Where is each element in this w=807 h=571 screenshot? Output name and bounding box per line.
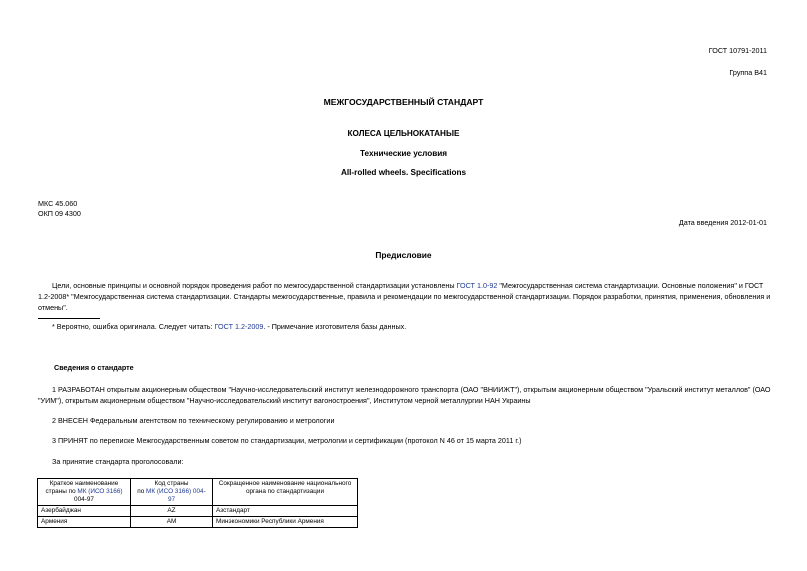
table-row [38, 517, 358, 528]
document-code: ГОСТ 10791-2011 [708, 46, 767, 55]
body-cell: Минэкономики Республики Армения [213, 517, 358, 528]
mk-iso-3166-004-97-link[interactable]: МК (ИСО 3166) 004-97 [146, 488, 206, 503]
foreword-paragraph [38, 280, 771, 313]
foreword-text-start: Цели, основные принципы и основной порядок проведения работ по межгосударственной стандартизации установлены [52, 281, 457, 290]
column-header-body-line1: Сокращенное наименование национального [218, 480, 352, 487]
footnote [38, 321, 771, 332]
about-item-3: 3 ПРИНЯТ по переписке Межгосударственным советом по стандартизации, метрологии и сертификации (протокол N 46 от 15 марта 2011 г.) [52, 436, 522, 445]
okp-code: ОКП 09 4300 [38, 209, 81, 218]
column-header-code [131, 479, 213, 506]
column-header-country [38, 479, 131, 506]
country-cell: Армения [38, 517, 131, 528]
about-item-2: 2 ВНЕСЕН Федеральным агентством по техническому регулированию и метрологии [52, 416, 335, 425]
footnote-text-start: * Вероятно, ошибка оригинала. Следует читать: [52, 322, 215, 331]
code-cell: AZ [131, 506, 213, 517]
group-code: Группа В41 [729, 68, 767, 77]
standard-subtitle-ru: Технические условия [359, 149, 448, 158]
table-header-row [38, 479, 358, 506]
column-header-code-line1: Код страны [154, 480, 189, 487]
about-item-1: 1 РАЗРАБОТАН открытым акционерным обществом "Научно-исследовательский институт железнодорожного транспорта (ОАО "ВНИИЖТ"), открытым акционерным обществом "Уральский институт металлов" (ОАО "УИМ"), открытым акционерным обществом "Научно-исследовательский институт вагоностроения", Институтом черной металлургии НАН Украины [38, 385, 771, 405]
standard-name-ru: КОЛЕСА ЦЕЛЬНОКАТАНЫЕ [347, 129, 460, 138]
table-row [38, 506, 358, 517]
foreword-text-end: "Межгосударственная система стандартизации. Основные положения" и ГОСТ 1.2-2008* "Межгосударственная система стандартизации. Стандарты межгосударственные, правила и рекомендации по межгосударственной стандартизации. Порядок разработки, принятия, применения, обновления и отмены". [38, 281, 771, 312]
voted-label: За принятие стандарта проголосовали: [52, 457, 184, 466]
standard-name-en: All-rolled wheels. Specifications [340, 168, 467, 177]
column-header-country-line1: Краткое наименование [49, 480, 119, 487]
column-header-country-line2: страны по [45, 488, 78, 495]
standard-type-title: МЕЖГОСУДАРСТВЕННЫЙ СТАНДАРТ [323, 97, 484, 107]
introduction-date: Дата введения 2012-01-01 [678, 218, 767, 227]
column-header-code-line2: по [137, 488, 147, 495]
mk-iso-3166-link[interactable]: МК (ИСО 3166) [77, 488, 123, 495]
foreword-heading: Предисловие [375, 250, 432, 260]
gost-1-2-2009-link[interactable]: ГОСТ 1.2-2009 [214, 322, 264, 331]
voting-countries-table [37, 478, 358, 528]
column-header-country-line3: 004-97 [74, 496, 94, 503]
body-cell: Азстандарт [213, 506, 358, 517]
footnote-text-end: . - Примечание изготовителя базы данных. [263, 322, 407, 331]
column-header-body [213, 479, 358, 506]
country-cell: Азербайджан [38, 506, 131, 517]
about-standard-heading: Сведения о стандарте [54, 363, 134, 372]
footnote-divider [38, 318, 100, 319]
gost-1-0-92-link[interactable]: ГОСТ 1.0-92 [456, 281, 498, 290]
mks-code: МКС 45.060 [38, 199, 78, 208]
code-cell: AM [131, 517, 213, 528]
column-header-body-line2: органа по стандартизации [245, 488, 325, 495]
